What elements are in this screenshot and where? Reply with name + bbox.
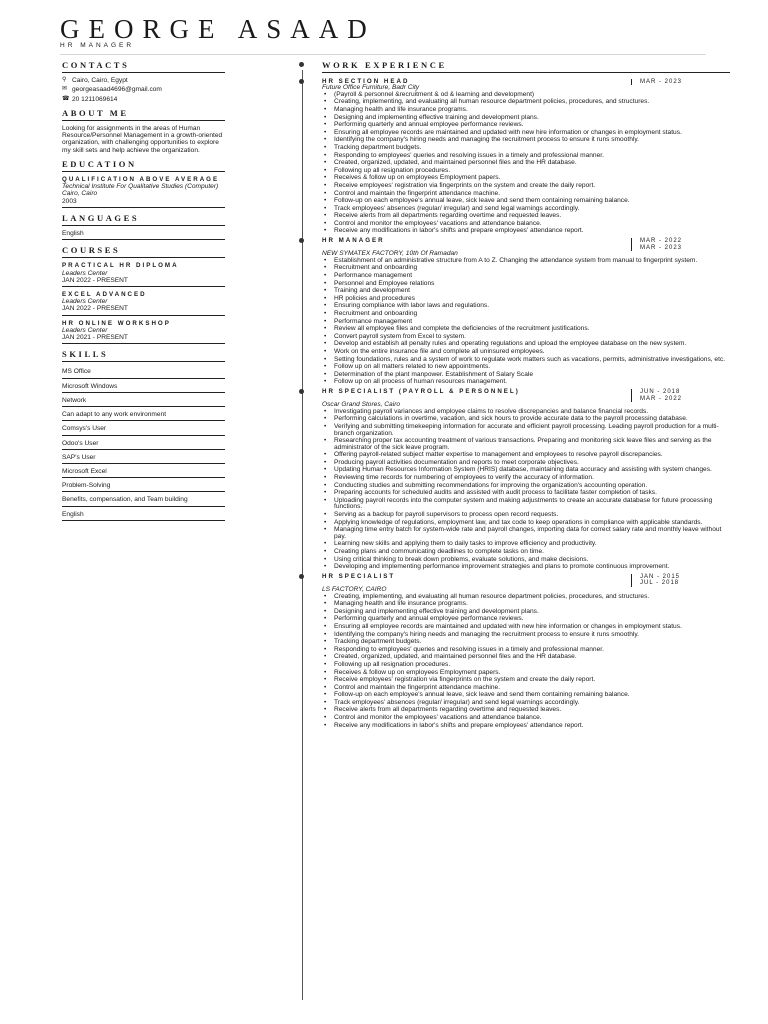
skills-list (62, 366, 225, 520)
job-duty: • Investigating payroll variances and employee claims to resolve discrepancies and balance financial records. (334, 409, 730, 416)
contacts-title: CONTACTS (62, 62, 225, 73)
education-year: 2003 (62, 198, 225, 208)
job-duty: • Uploading payroll records into the computer system and making adjustments to create an accurate database for future processing functions. (334, 498, 730, 511)
job-duty: • Learning new skills and applying them to daily tasks to improve efficiency and productivity. (334, 541, 730, 548)
job-duty: • Determination of the plant manpower. Establishment of Salary Scale (334, 372, 730, 379)
right-column (322, 62, 730, 732)
course-date: JAN 2022 - PRESENT (62, 277, 225, 287)
job-duty: • Creating plans and communicating deadlines to complete tasks on time. (334, 549, 730, 556)
job-company: LS FACTORY, CAIRO (322, 585, 387, 593)
course-name: PRACTICAL HR DIPLOMA (62, 262, 179, 270)
about-section (62, 107, 225, 154)
job-duty: • Control and monitor the employees' vacations and attendance balance. (334, 715, 730, 722)
job-duty: • Producing payroll activities documentation and reports to meet corporate objectives. (334, 460, 730, 467)
location-text: Cairo, Cairo, Egypt (72, 77, 128, 85)
contact-location (62, 77, 225, 84)
skill-item: Microsoft Windows (62, 381, 225, 393)
email-text[interactable]: georgeasaad4696@gmail.com (72, 86, 162, 94)
location-icon: ⚲ (62, 77, 67, 84)
course-item (62, 320, 225, 345)
course-org: Leaders Center (62, 298, 108, 306)
job-duty: • Tracking department budgets. (334, 639, 730, 646)
candidate-role: HR MANAGER (60, 42, 135, 49)
job-duty: • Receive alerts from all departments regarding overtime and requested leaves. (334, 213, 730, 220)
job-entry (322, 238, 730, 386)
job-duty: • Managing health and life insurance programs. (334, 601, 730, 608)
education-degree: QUALIFICATION ABOVE AVERAGE (62, 176, 220, 184)
skill-item: SAP's User (62, 452, 225, 464)
job-duty: • Reviewing time records for numbering of employees to verify the accuracy of information. (334, 475, 730, 482)
job-title: HR SECTION HEAD (322, 77, 410, 85)
timeline-dot (299, 574, 304, 579)
job-duty: • Performing quarterly and annual employee performance reviews. (334, 122, 730, 129)
job-date: MAR - 2023 (631, 79, 730, 86)
job-date: JAN - 2015 JUL - 2018 (631, 574, 730, 587)
job-company: Future Office Furniture, Badr City (322, 84, 420, 92)
skills-title: SKILLS (62, 351, 225, 362)
job-duties (322, 594, 730, 730)
job-duty: • Convert payroll system from Excel to system. (334, 334, 730, 341)
course-name: HR ONLINE WORKSHOP (62, 319, 171, 327)
contact-email[interactable] (62, 86, 225, 93)
job-entry (322, 389, 730, 571)
languages-title: LANGUAGES (62, 215, 225, 226)
job-duty: • Control and maintain the fingerprint attendance machine. (334, 685, 730, 692)
resume-header (60, 14, 720, 49)
skill-item: Problem-Solving (62, 480, 225, 492)
phone-icon: ☎ (62, 95, 70, 102)
job-duty: • Follow-up on each employee's annual leave, sick leave and send them containing remaining balance. (334, 692, 730, 699)
job-duty: • Using critical thinking to break down problems, evaluate solutions, and make decisions. (334, 557, 730, 564)
job-duty: • Performance management (334, 273, 730, 280)
job-duty: • Performance management (334, 319, 730, 326)
about-title: ABOUT ME (62, 110, 225, 121)
skill-item: Microsoft Excel (62, 466, 225, 478)
timeline-dot (299, 389, 304, 394)
job-duty: • Follow up on all process of human resources management. (334, 379, 730, 386)
job-duty: • Receives & follow up on employees Employment papers. (334, 670, 730, 677)
job-duty: • Verifying and submitting timekeeping information for accurate and efficient payroll processing. Leading payroll production for a multi-branch organization. (334, 424, 730, 437)
job-date: JUN - 2018 MAR - 2022 (631, 389, 730, 402)
job-duty: • Following up all resignation procedures. (334, 168, 730, 175)
languages-section (62, 212, 225, 240)
job-head (322, 574, 730, 587)
job-duty: • Receives & follow up on employees Employment papers. (334, 175, 730, 182)
header-divider (60, 54, 706, 55)
job-title: HR MANAGER (322, 237, 385, 245)
job-duty: • Identifying the company's hiring needs and managing the recruitment process to ensure it runs smoothly. (334, 632, 730, 639)
job-duty: • Responding to employees' queries and resolving issues in a timely and professional manner. (334, 153, 730, 160)
course-name: EXCEL ADVANCED (62, 291, 147, 299)
skill-item: Network (62, 395, 225, 407)
education-title: EDUCATION (62, 161, 225, 172)
course-date: JAN 2022 - PRESENT (62, 305, 225, 315)
job-duties (322, 258, 730, 386)
timeline-dot (299, 62, 304, 67)
job-duty: • Performing quarterly and annual employee performance reviews. (334, 616, 730, 623)
job-date: MAR - 2022 MAR - 2023 (631, 238, 730, 251)
job-duty: • Created, organized, updated, and maintained personnel files and the HR database. (334, 160, 730, 167)
job-duty: • Training and development (334, 288, 730, 295)
email-icon: ✉ (62, 86, 68, 93)
job-duty: • Preparing accounts for scheduled audits and assisted with audit process to facilitate faster completion of tasks. (334, 490, 730, 497)
job-duty: • Creating, implementing, and evaluating all human resource department policies, procedures, and structures. (334, 594, 730, 601)
phone-text[interactable]: 20 1211069614 (72, 95, 118, 103)
job-duty: • Ensuring all employee records are maintained and updated with new hire information or changes in employment status. (334, 624, 730, 631)
job-company: Oscar Grand Stores, Cairo (322, 401, 401, 409)
job-duty: • Follow up on all matters related to new appointments. (334, 364, 730, 371)
job-duty: • Recruitment and onboarding (334, 265, 730, 272)
language-item: English (62, 230, 225, 240)
job-entry (322, 79, 730, 235)
course-date: JAN 2021 - PRESENT (62, 334, 225, 344)
job-duty: • Ensuring all employee records are maintained and updated with new hire information or changes in employment status. (334, 130, 730, 137)
skill-item: Benefits, compensation, and Team building (62, 494, 225, 506)
job-duty: • Receive any modifications in labor's shifts and prepare employees' attendance report. (334, 228, 730, 235)
courses-section (62, 247, 225, 344)
job-duty: • Applying knowledge of regulations, employment law, and tax code to keep operations in compliance with applicable standards. (334, 520, 730, 527)
education-school: Technical Institute For Qualitative Studies (Computer) Cairo, Cairo (62, 183, 219, 198)
job-duties (322, 92, 730, 235)
skill-item: Comsys's User (62, 423, 225, 435)
job-duty: • Conducting studies and submitting recommendations for improving the organization's accounting operation. (334, 483, 730, 490)
contacts-section (62, 62, 225, 103)
job-duty: • Establishment of an administrative structure from A to Z. Changing the attendance system from manual to fingerprint system. (334, 258, 730, 265)
job-duty: • HR policies and procedures (334, 296, 730, 303)
candidate-name: GEORGE ASAAD (60, 14, 376, 44)
job-duty: • Designing and implementing effective training and development plans. (334, 609, 730, 616)
job-duty: • (Payroll & personnel &recruitment & od & learning and development) (334, 92, 730, 99)
timeline-dot (299, 238, 304, 243)
job-duty: • Receive alerts from all departments regarding overtime and requested leaves. (334, 707, 730, 714)
course-item (62, 262, 225, 287)
job-duty: • Ensuring compliance with labor laws and regulations. (334, 303, 730, 310)
job-duty: • Creating, implementing, and evaluating all human resource department policies, procedures, and structures. (334, 99, 730, 106)
skill-item: Odoo's User (62, 438, 225, 450)
work-header (322, 62, 730, 73)
jobs-list (322, 79, 730, 730)
job-duty: • Receive employees' registration via fingerprints on the system and create the daily report. (334, 183, 730, 190)
skill-item: MS Office (62, 366, 225, 378)
job-duty: • Managing health and life insurance programs. (334, 107, 730, 114)
job-duty: • Performing calculations in overtime, vacation, and sick hours to provide accurate data to the payroll processing database. (334, 416, 730, 423)
job-entry (322, 574, 730, 729)
job-title: HR SPECIALIST (322, 572, 396, 580)
job-duty: • Serving as a backup for payroll supervisors to process open record requests. (334, 512, 730, 519)
job-company: NEW SYMATEX FACTORY, 10th Of Ramadan (322, 250, 458, 258)
job-duty: • Control and monitor the employees' vacations and attendance balance. (334, 221, 730, 228)
timeline-dot (299, 79, 304, 84)
course-item (62, 291, 225, 316)
job-duty: • Work on the entire insurance file and complete all uninsured employees. (334, 349, 730, 356)
skills-section (62, 351, 225, 520)
job-duty: • Managing time entry batch for system-wide rate and payroll changes, importing data for correct salary rate and monthly leave without pay. (334, 527, 730, 540)
job-duty: • Researching proper tax accounting treatment of various transactions. Preparing and monitoring sick leave files and serving as the administrator of the sick leave program. (334, 438, 730, 451)
job-title: HR SPECIALIST (PAYROLL & PERSONNEL) (322, 387, 520, 395)
skill-item: English (62, 509, 225, 521)
job-duty: • Updating Human Resources Information System (HRIS) database, maintaining data accuracy and assisting with system changes. (334, 467, 730, 474)
about-text: Looking for assignments in the areas of Human Resource/Personnel Management in a growth-oriented organization, with challenging opportunities to explore my skill sets and help achieve the organization. (62, 125, 223, 154)
job-duty: • Following up all resignation procedures. (334, 662, 730, 669)
course-org: Leaders Center (62, 326, 108, 334)
course-org: Leaders Center (62, 269, 108, 277)
job-duty: • Track employees' absences (regular/ irregular) and send legal warnings accordingly. (334, 700, 730, 707)
work-title: WORK EXPERIENCE (322, 62, 730, 73)
job-duty: • Recruitment and onboarding (334, 311, 730, 318)
job-duty: • Develop and establish all penalty rules and operating regulations and upload the employee database on the new system. (334, 341, 730, 348)
timeline-line (302, 70, 303, 1000)
job-duty: • Personnel and Employee relations (334, 281, 730, 288)
job-duty: • Receive any modifications in labor's shifts and prepare employees' attendance report. (334, 723, 730, 730)
job-duty: • Tracking department budgets. (334, 145, 730, 152)
job-duty: • Identifying the company's hiring needs and managing the recruitment process to ensure it runs smoothly. (334, 137, 730, 144)
left-column (62, 62, 225, 528)
job-duty: • Review all employee files and complete the deficiencies of the recruitment justifications. (334, 326, 730, 333)
job-duty: • Offering payroll-related subject matter expertise to management and employees to resolve payroll discrepancies. (334, 452, 730, 459)
job-duty: • Responding to employees' queries and resolving issues in a timely and professional manner. (334, 647, 730, 654)
skill-item: Can adapt to any work environment (62, 409, 225, 421)
job-duty: • Control and maintain the fingerprint attendance machine. (334, 191, 730, 198)
job-duty: • Follow-up on each employee's annual leave, sick leave and send them containing remaining balance. (334, 198, 730, 205)
job-duty: • Setting foundations, rules and a system of work to regulate work matters such as vacations, permits, administrative investigations, etc. (334, 357, 730, 364)
courses-title: COURSES (62, 247, 225, 258)
job-duty: • Developing and implementing performance improvement strategies and plans to promote continuous improvement. (334, 564, 730, 571)
education-section (62, 158, 225, 208)
job-duties (322, 409, 730, 571)
job-duty: • Track employees' absences (regular/ irregular) and send legal warnings accordingly. (334, 206, 730, 213)
job-duty: • Created, organized, updated, and maintained personnel files and the HR database. (334, 654, 730, 661)
contact-phone[interactable] (62, 96, 225, 103)
job-duty: • Receive employees' registration via fingerprints on the system and create the daily report. (334, 677, 730, 684)
job-duty: • Designing and implementing effective training and development plans. (334, 115, 730, 122)
